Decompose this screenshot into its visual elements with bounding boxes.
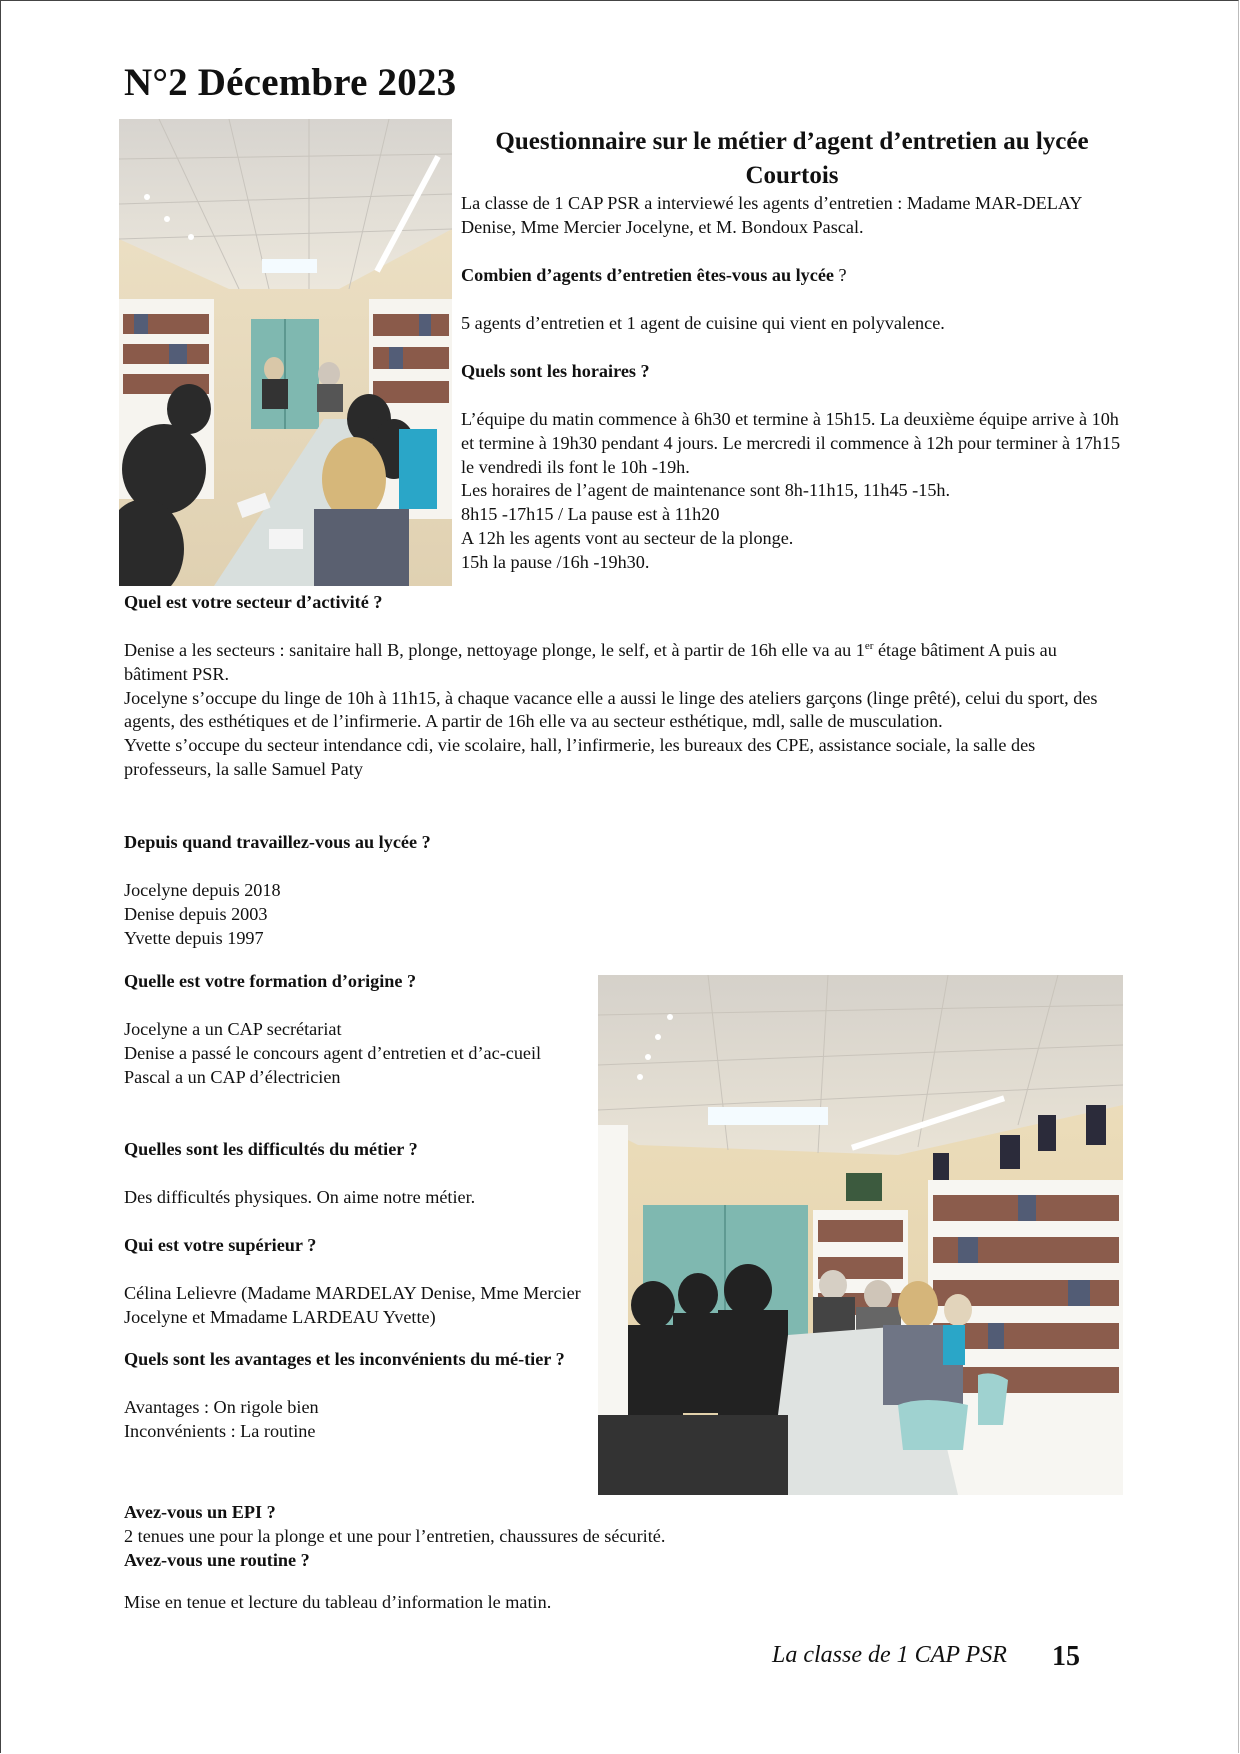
- question-training: Quelle est votre formation d’origine ?: [124, 971, 417, 991]
- answer-training: [124, 1018, 584, 1089]
- question-routine: Avez-vous une routine ?: [124, 1550, 310, 1570]
- answer-sector-denise-end: étage bâtiment A puis au bâtiment PSR.: [124, 640, 1057, 684]
- answer-sector-jocelyne: Jocelyne s’occupe du linge de 10h à 11h15, à chaque vacance elle a aussi le linge des ateliers garçons (linge prêté), celui du sport, des agents, des esthétiques et de l’infirmerie. A partir de 16h elle va au secteur esthétique, mdl, salle de musculation.: [124, 687, 1098, 732]
- answer-cons: Inconvénients : La routine: [124, 1420, 316, 1441]
- article-title: Questionnaire sur le métier d’agent d’entretien au lycée Courtois: [495, 128, 1089, 189]
- answer-routine: Mise en tenue et lecture du tableau d’information le matin.: [124, 1592, 552, 1612]
- answer-since-line: Jocelyne depuis 2018: [124, 880, 281, 900]
- ordinal-superscript: er: [864, 639, 874, 652]
- footer-class-name: La classe de 1 CAP PSR: [772, 1642, 1007, 1668]
- page-number: 15: [1052, 1641, 1080, 1672]
- issue-heading: N°2 Décembre 2023: [124, 61, 457, 104]
- answer-training-line: Pascal a un CAP d’électricien: [124, 1066, 341, 1087]
- answer-training-line: Jocelyne a un CAP secrétariat: [124, 1019, 342, 1039]
- answer-hours: [461, 408, 1121, 575]
- answer-superior: Célina Lelievre (Madame MARDELAY Denise, Mme Mercier Jocelyne et Mmadame LARDEAU Yvette): [124, 1283, 581, 1327]
- answer-hours-line: A 12h les agents vont au secteur de la plonge.: [461, 527, 794, 548]
- question-agent-count-mark: ?: [833, 265, 847, 285]
- question-sector: Quel est votre secteur d’activité ?: [124, 592, 383, 612]
- question-agent-count-text: Combien d’agents d’entretien êtes-vous au lycée: [461, 265, 834, 285]
- answer-sector-denise: [124, 639, 1124, 687]
- question-agent-count: [461, 264, 1121, 288]
- answer-pros-cons: [124, 1396, 584, 1444]
- question-pros-cons: Quels sont les avantages et les inconvénients du mé-tier ?: [124, 1349, 565, 1369]
- question-hours: Quels sont les horaires ?: [461, 361, 650, 381]
- library-meeting-photo-1: [119, 119, 452, 586]
- question-epi: Avez-vous un EPI ?: [124, 1502, 276, 1522]
- answer-pros: Avantages : On rigole bien: [124, 1397, 319, 1417]
- answer-difficulties: Des difficultés physiques. On aime notre métier.: [124, 1187, 476, 1207]
- answer-epi: 2 tenues une pour la plonge et une pour l’entretien, chaussures de sécurité.: [124, 1526, 666, 1546]
- question-superior: Qui est votre supérieur ?: [124, 1235, 317, 1255]
- answer-training-line: Denise a passé le concours agent d’entretien et d’ac-cueil: [124, 1042, 542, 1063]
- answer-sector-yvette: Yvette s’occupe du secteur intendance cdi, vie scolaire, hall, l’infirmerie, les bureaux des CPE, assistance sociale, la salle des professeurs, la salle Samuel Paty: [124, 735, 1036, 779]
- answer-hours-line: 15h la pause /16h -19h30.: [461, 551, 650, 572]
- article-intro: La classe de 1 CAP PSR a interviewé les agents d’entretien : Madame MAR-DELAY Denise, Mme Mercier Jocelyne, et M. Bondoux Pascal.: [461, 193, 1082, 237]
- question-since-when: Depuis quand travaillez-vous au lycée ?: [124, 832, 431, 852]
- question-difficulties: Quelles sont les difficultés du métier ?: [124, 1139, 418, 1159]
- answer-since-when: [124, 879, 1124, 950]
- library-meeting-photo-2: [598, 975, 1123, 1495]
- answer-agent-count: 5 agents d’entretien et 1 agent de cuisine qui vient en polyvalence.: [461, 313, 945, 333]
- answer-hours-line: Les horaires de l’agent de maintenance sont 8h-11h15, 11h45 -15h.: [461, 480, 951, 501]
- answer-since-line: Yvette depuis 1997: [124, 927, 264, 948]
- answer-sector: [124, 639, 1124, 782]
- answer-hours-line: L’équipe du matin commence à 6h30 et termine à 15h15. La deuxième équipe arrive à 10h et termine à 19h30 pendant 4 jours. Le mercredi il commence à 12h pour terminer à 17h15 le vendredi ils font le 10h -19h.: [461, 409, 1121, 477]
- answer-sector-denise-text: Denise a les secteurs : sanitaire hall B, plonge, nettoyage plonge, le self, et à partir de 16h elle va au 1: [124, 640, 865, 660]
- answer-hours-line: 8h15 -17h15 / La pause est à 11h20: [461, 504, 720, 525]
- answer-since-line: Denise depuis 2003: [124, 903, 268, 924]
